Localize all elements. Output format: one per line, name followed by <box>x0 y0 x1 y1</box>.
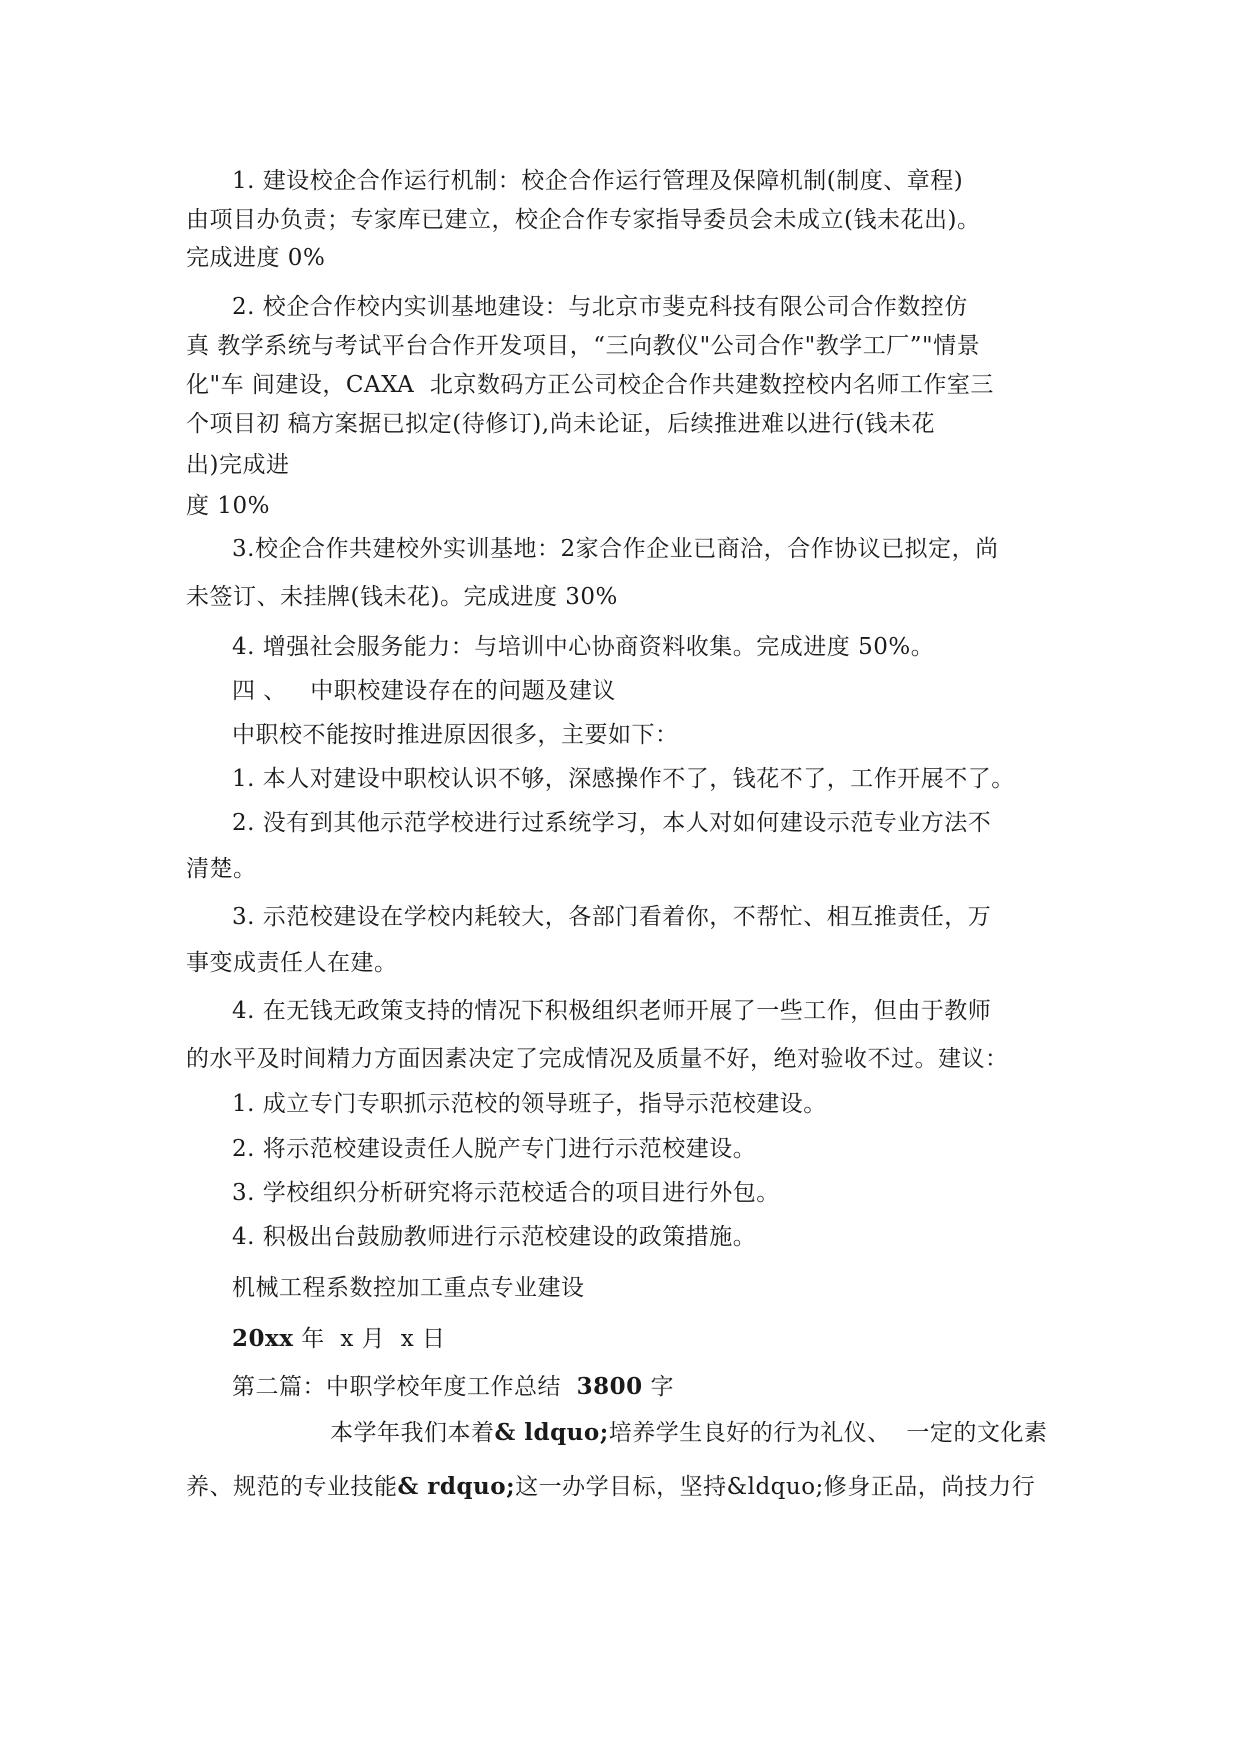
text-line: 个项目初 稿方案据已拟定(待修订),尚未论证，后续推进难以进行(钱未花 <box>186 411 936 437</box>
text-line: 由项目办负责；专家库已建立，校企合作专家指导委员会未成立(钱未花出)。 <box>186 207 981 233</box>
section-heading: 四 、 中职校建设存在的问题及建议 <box>232 678 616 704</box>
text-span: 本学年我们本着 <box>330 1420 495 1446</box>
text-line: 事变成责任人在建。 <box>186 950 398 976</box>
second-article-title <box>232 1372 674 1402</box>
text-span: 这一办学目标，坚持&ldquo;修身正品，尚技力行 <box>515 1474 1036 1500</box>
text-line: 未签订、未挂牌(钱未花)。完成进度 30% <box>186 584 618 610</box>
entity-text: & ldquo; <box>494 1419 609 1446</box>
text-line: 1. 建设校企合作运行机制：校企合作运行管理及保障机制(制度、章程) <box>232 168 964 194</box>
entity-text: & rdquo; <box>397 1473 516 1500</box>
text-line: 2. 没有到其他示范学校进行过系统学习，本人对如何建设示范专业方法不 <box>232 810 992 836</box>
text-line: 真 教学系统与考试平台合作开发项目，“三向教仪"公司合作"教学工厂”"情景 <box>186 333 981 359</box>
date-line <box>232 1324 446 1354</box>
text-line: 2. 将示范校建设责任人脱产专门进行示范校建设。 <box>232 1136 757 1162</box>
date-rest: 年 x 月 x 日 <box>293 1326 446 1352</box>
text-line: 4. 积极出台鼓励教师进行示范校建设的政策措施。 <box>232 1224 757 1250</box>
text-line: 中职校不能按时推进原因很多，主要如下： <box>232 722 679 748</box>
text-line: 清楚。 <box>186 856 257 882</box>
text-line: 1. 成立专门专职抓示范校的领导班子，指导示范校建设。 <box>232 1091 827 1117</box>
text-line <box>330 1418 1047 1448</box>
second-title-suffix: 字 <box>642 1374 674 1400</box>
second-title-count: 3800 <box>576 1373 643 1400</box>
text-line: 3. 示范校建设在学校内耗较大，各部门看着你，不帮忙、相互推责任，万 <box>232 904 992 930</box>
text-line: 出)完成进 <box>186 452 290 478</box>
second-title-prefix: 第二篇：中职学校年度工作总结 <box>232 1374 577 1400</box>
text-line: 2. 校企合作校内实训基地建设：与北京市斐克科技有限公司合作数控仿 <box>232 294 968 320</box>
text-line: 4. 在无钱无政策支持的情况下积极组织老师开展了一些工作，但由于教师 <box>232 998 992 1024</box>
text-line: 1. 本人对建设中职校认识不够，深感操作不了，钱花不了，工作开展不了。 <box>232 766 1015 792</box>
text-span: 培养学生良好的行为礼仪、 一定的文化素 <box>608 1420 1048 1446</box>
text-line: 4. 增强社会服务能力：与培训中心协商资料收集。完成进度 50%。 <box>232 634 935 660</box>
text-line: 3.校企合作共建校外实训基地：2家合作企业已商洽，合作协议已拟定，尚 <box>232 536 999 562</box>
text-line: 完成进度 0% <box>186 245 326 271</box>
text-line: 3. 学校组织分析研究将示范校适合的项目进行外包。 <box>232 1180 780 1206</box>
text-span: 养、规范的专业技能 <box>186 1474 398 1500</box>
text-line: 度 10% <box>186 493 270 519</box>
text-line: 化"车 间建设，CAXA 北京数码方正公司校企合作共建数控校内名师工作室三 <box>186 372 994 398</box>
department-line: 机械工程系数控加工重点专业建设 <box>232 1275 585 1301</box>
text-line: 的水平及时间精力方面因素决定了完成情况及质量不好，绝对验收不过。建议： <box>186 1046 1009 1072</box>
date-year: 20xx <box>232 1325 294 1352</box>
text-line <box>186 1472 1035 1502</box>
